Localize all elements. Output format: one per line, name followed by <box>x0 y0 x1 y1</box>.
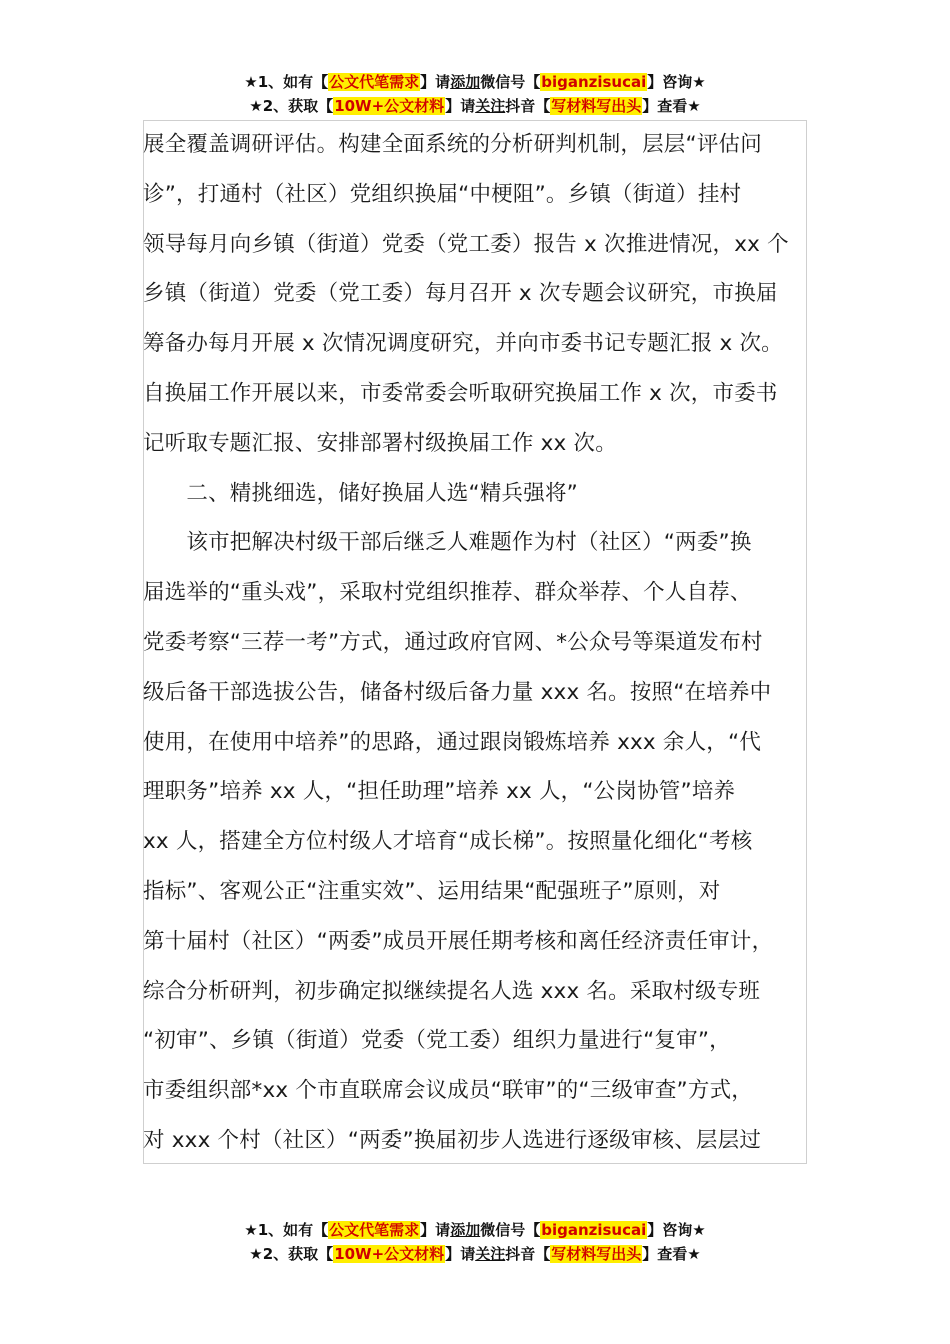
footer-line2-underlined: 关注 <box>475 1245 506 1263</box>
header-line1-highlight-service: 公文代笔需求 <box>329 73 420 91</box>
header-line1-underlined: 添加 <box>450 73 481 91</box>
document-body <box>143 120 823 1166</box>
footer-line1-highlight-service: 公文代笔需求 <box>329 1221 420 1239</box>
body-line-1: 展全覆盖调研评估。构建全面系统的分析研判机制，层层“评估问 <box>143 132 762 157</box>
body-line-5: 筹备办每月开展 x 次情况调度研究，并向市委书记专题汇报 x 次。 <box>143 331 783 357</box>
header-line1-text: 】请 <box>420 73 451 91</box>
footer-line1-suffix: 】咨询★ <box>647 1221 706 1239</box>
section-heading: 二、精挑细选，储好换届人选“精兵强将” <box>143 480 578 506</box>
header-line2-highlight-douyin: 写材料写出头 <box>551 97 642 115</box>
body-line-2: 诊”，打通村（社区）党组织换届“中梗阻”。乡镇（街道）挂村 <box>143 181 742 207</box>
body-line-19: “初审”、乡镇（街道）党委（党工委）组织力量进行“复审”， <box>143 1028 731 1054</box>
body-line-4: 乡镇（街道）党委（党工委）每月召开 x 次专题会议研究，市换届 <box>143 281 778 307</box>
footer-line1-text-2: 微信号【 <box>480 1221 541 1239</box>
header-line2-highlight-materials: 10W+公文材料 <box>334 97 445 115</box>
header-line1-highlight-wechat: biganzisucai <box>541 73 647 91</box>
header-line2-suffix: 】查看★ <box>642 97 701 115</box>
footer-line1-underlined: 添加 <box>450 1221 481 1239</box>
footer-banner <box>0 1218 950 1266</box>
footer-line1-prefix: ★1、如有【 <box>244 1221 329 1239</box>
body-line-13: 使用，在使用中培养”的思路，通过跟岗锻炼培养 xxx 余人，“代 <box>143 729 762 755</box>
body-line-14: 理职务”培养 xx 人，“担任助理”培养 xx 人，“公岗协管”培养 <box>143 779 736 805</box>
body-line-16: 指标”、客观公正“注重实效”、运用结果“配强班子”原则，对 <box>143 878 721 904</box>
header-banner-line-1 <box>0 70 950 94</box>
footer-line1-highlight-wechat: biganzisucai <box>541 1221 647 1239</box>
body-line-3: 领导每月向乡镇（街道）党委（党工委）报告 x 次推进情况，xx 个 <box>143 231 789 257</box>
header-line2-text: 】请 <box>445 97 476 115</box>
body-line-17: 第十届村（社区）“两委”成员开展任期考核和离任经济责任审计， <box>143 928 774 954</box>
header-line2-prefix: ★2、获取【 <box>249 97 334 115</box>
footer-line2-highlight-materials: 10W+公文材料 <box>334 1245 445 1263</box>
header-banner-line-2 <box>0 94 950 118</box>
header-banner <box>0 70 950 118</box>
body-line-7: 记听取专题汇报、安排部署村级换届工作 xx 次。 <box>143 430 617 456</box>
footer-banner-line-2 <box>0 1242 950 1266</box>
footer-line2-highlight-douyin: 写材料写出头 <box>551 1245 642 1263</box>
body-line-18: 综合分析研判，初步确定拟继续提名人选 xxx 名。采取村级专班 <box>143 978 761 1004</box>
body-line-11: 党委考察“三荐一考”方式，通过政府官网、*公众号等渠道发布村 <box>143 629 763 655</box>
header-line2-underlined: 关注 <box>475 97 506 115</box>
body-line-6: 自换届工作开展以来，市委常委会听取研究换届工作 x 次，市委书 <box>143 380 778 406</box>
header-line1-prefix: ★1、如有【 <box>244 73 329 91</box>
body-line-21: 对 xxx 个村（社区）“两委”换届初步人选进行逐级审核、层层过 <box>143 1127 762 1153</box>
footer-banner-line-1 <box>0 1218 950 1242</box>
body-line-9: 该市把解决村级干部后继乏人难题作为村（社区）“两委”换 <box>143 530 752 556</box>
body-line-15: xx 人，搭建全方位村级人才培育“成长梯”。按照量化细化“考核 <box>143 829 753 855</box>
footer-line2-suffix: 】查看★ <box>642 1245 701 1263</box>
header-line1-text-2: 微信号【 <box>480 73 541 91</box>
footer-line2-text-2: 抖音【 <box>505 1245 551 1263</box>
body-line-12: 级后备干部选拔公告，储备村级后备力量 xxx 名。按照“在培养中 <box>143 679 772 705</box>
footer-line2-prefix: ★2、获取【 <box>249 1245 334 1263</box>
body-line-20: 市委组织部*xx 个市直联席会议成员“联审”的“三级审查”方式， <box>143 1078 753 1104</box>
body-line-10: 届选举的“重头戏”，采取村党组织推荐、群众举荐、个人自荐、 <box>143 580 752 606</box>
footer-line2-text: 】请 <box>445 1245 476 1263</box>
header-line2-text-2: 抖音【 <box>505 97 551 115</box>
header-line1-suffix: 】咨询★ <box>647 73 706 91</box>
footer-line1-text: 】请 <box>420 1221 451 1239</box>
